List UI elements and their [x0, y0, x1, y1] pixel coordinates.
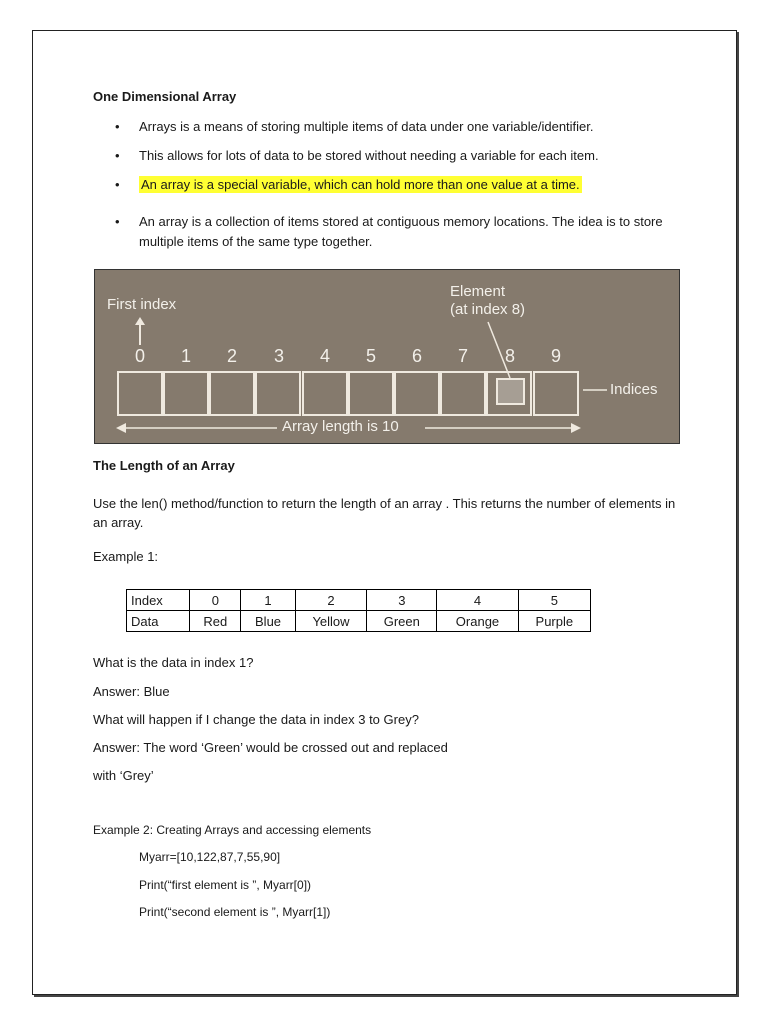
bullet-icon: • [115, 214, 120, 229]
index-number: 5 [366, 346, 377, 366]
array-length-label: Array length is 10 [282, 418, 399, 435]
question-2: What will happen if I change the data in index 3 to Grey? [93, 712, 419, 727]
table-cell: Yellow [295, 611, 367, 632]
bullet-icon: • [115, 148, 120, 163]
code-line: Print(“first element is ”, Myarr[0]) [139, 878, 312, 892]
example2-label: Example 2: Creating Arrays and accessing elements [93, 823, 372, 837]
bullet-item [115, 212, 695, 252]
array-cell [117, 371, 163, 416]
first-index-label: First index [107, 296, 177, 313]
section-heading-one-dimensional-array: One Dimensional Array [93, 89, 237, 104]
example1-table [126, 589, 591, 632]
indices-pointer-line [579, 384, 609, 394]
bullet-list [115, 117, 695, 252]
array-diagram-image [94, 269, 680, 444]
table-cell: 2 [295, 590, 367, 611]
index-number: 2 [227, 346, 238, 366]
array-cell [255, 371, 301, 416]
example1-label: Example 1: [93, 549, 159, 564]
highlighted-element-square [496, 378, 525, 405]
table-cell: 3 [367, 590, 437, 611]
array-cell [209, 371, 255, 416]
answer-2-continued: with ‘Grey’ [93, 768, 154, 783]
index-number: 1 [181, 346, 192, 366]
code-line: Myarr=[10,122,87,7,55,90] [139, 850, 281, 864]
element-index-label: (at index 8) [450, 301, 526, 318]
table-cell: 0 [190, 590, 241, 611]
array-cell [533, 371, 579, 416]
table-header-data: Data [127, 611, 190, 632]
question-1: What is the data in index 1? [93, 655, 254, 670]
index-number: 3 [274, 346, 285, 366]
table-cell: Purple [518, 611, 590, 632]
table-header-index: Index [127, 590, 190, 611]
index-number: 0 [135, 346, 146, 366]
table-cell: 1 [241, 590, 295, 611]
bullet-text: An array is a collection of items stored at contiguous memory locations. The idea is to store multiple items of the same type together. [139, 214, 663, 249]
indices-label: Indices [610, 381, 658, 398]
array-cell [348, 371, 394, 416]
len-paragraph: Use the len() method/function to return the length of an array . This returns the number of elements in an array. [93, 496, 676, 530]
code-line: Print(“second element is ”, Myarr[1]) [139, 905, 331, 919]
answer-1: Answer: Blue [93, 684, 170, 699]
table-cell: Orange [437, 611, 518, 632]
index-number: 8 [505, 346, 516, 366]
bullet-item [115, 146, 695, 166]
up-arrow-icon [133, 316, 147, 346]
index-number: 7 [458, 346, 469, 366]
index-number: 9 [551, 346, 562, 366]
bullet-item [115, 117, 695, 137]
array-cell [394, 371, 440, 416]
table-cell: Blue [241, 611, 295, 632]
table-cell: 5 [518, 590, 590, 611]
array-cell [163, 371, 209, 416]
index-number: 4 [320, 346, 331, 366]
table-row-index [127, 590, 591, 611]
array-cell [302, 371, 348, 416]
table-row-data [127, 611, 591, 632]
element-label: Element [450, 283, 506, 300]
bullet-icon: • [115, 119, 120, 134]
bullet-icon: • [115, 177, 120, 192]
bullet-item-highlighted [115, 175, 695, 195]
bullet-text: This allows for lots of data to be stored without needing a variable for each item. [139, 148, 599, 163]
table-cell: Red [190, 611, 241, 632]
table-cell: 4 [437, 590, 518, 611]
index-number: 6 [412, 346, 423, 366]
answer-2: Answer: The word ‘Green’ would be crossed out and replaced [93, 740, 448, 755]
section-heading-length-of-array: The Length of an Array [93, 458, 235, 473]
bullet-text: Arrays is a means of storing multiple items of data under one variable/identifier. [139, 119, 594, 134]
array-cell [440, 371, 486, 416]
highlighted-text: An array is a special variable, which can hold more than one value at a time. [141, 177, 580, 192]
table-cell: Green [367, 611, 437, 632]
